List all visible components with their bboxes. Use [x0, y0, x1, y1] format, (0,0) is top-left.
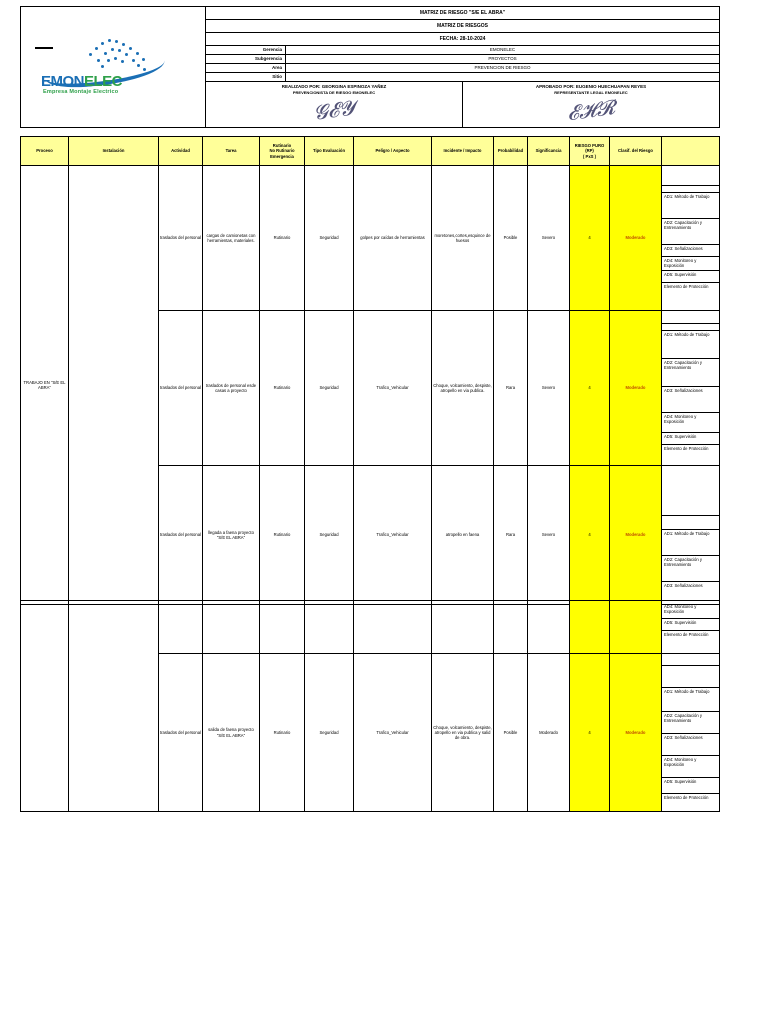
- cell-probabilidad: Rara: [494, 466, 528, 605]
- table-row: [21, 601, 720, 654]
- cell-medidas-control: [662, 654, 720, 812]
- control-list: [662, 476, 719, 594]
- cell-significancia: Severo: [528, 311, 570, 466]
- col-clasif-riesgo: Clasif. del Riesgo: [610, 137, 662, 166]
- field-label-subgerencia: Subgerencia: [206, 55, 286, 63]
- col-riesgo-puro: [570, 137, 610, 166]
- control-item: [662, 324, 719, 331]
- col-tipo-evaluacion: Tipo Evaluación: [305, 137, 354, 166]
- control-item: [662, 666, 719, 688]
- control-item: [662, 186, 719, 193]
- risk-matrix-table: [20, 136, 720, 605]
- cell-tarea: cargas de camionetas con herramientas, materiales.: [203, 166, 260, 311]
- control-list: [662, 317, 719, 459]
- cell-actividad: [159, 601, 203, 654]
- cell-clasif-riesgo: Moderado: [610, 166, 662, 311]
- control-item: AD3: Señalizaciones: [662, 245, 719, 257]
- col-rutinario: [260, 137, 305, 166]
- aprobado-por: APROBADO POR: EUGENIO HUECHUAPAN REYES: [535, 84, 647, 89]
- cell-peligro: Trafico_Vehicular: [354, 311, 432, 466]
- control-item: [662, 179, 719, 186]
- control-item: [662, 476, 719, 516]
- control-item: [662, 516, 719, 530]
- control-item: AD3: Señalizaciones: [662, 734, 719, 756]
- header-field-row: [206, 73, 719, 82]
- cell-significancia: Moderado: [528, 654, 570, 812]
- aprobado-cargo: REPRESENTANTE LEGAL EMONELEC: [554, 90, 628, 95]
- cell-tipo: Seguridad: [305, 466, 354, 605]
- control-list: [662, 179, 719, 297]
- cell-riesgo-puro: 4: [570, 311, 610, 466]
- cell-actividad: traslados del personal: [159, 311, 203, 466]
- logo-tagline: Empresa Montaje Electrico: [43, 89, 119, 95]
- col-peligro: Peligro / Aspecto: [354, 137, 432, 166]
- cell-rutinario: [260, 601, 305, 654]
- control-item: AD2: Capacitación y Entrenamiento: [662, 712, 719, 734]
- control-item: Elemento de Protección: [664, 446, 709, 451]
- col-instalacion: Instalación: [69, 137, 159, 166]
- header-date: FECHA: 28-10-2024: [206, 33, 719, 46]
- col-rutinario-line1: Rutinario: [272, 143, 292, 149]
- cell-clasif-riesgo: [610, 601, 662, 654]
- header-band-title: MATRIZ DE RIESGOS: [206, 20, 719, 33]
- cell-medidas-control: [662, 466, 720, 605]
- document-header: [20, 6, 720, 128]
- control-item: [662, 317, 719, 324]
- cell-riesgo-puro: 4: [570, 466, 610, 605]
- col-incidente: Incidente / Impacto: [432, 137, 494, 166]
- control-item: AD4: Monitoreo y Exposición: [662, 413, 719, 433]
- realizado-por: REALIZADO POR: GEORGINA ESPINOZA YAÑEZ: [281, 84, 387, 89]
- table-body: [21, 166, 720, 605]
- cell-clasif-riesgo: Moderado: [610, 654, 662, 812]
- field-label-gerencia: Gerencia: [206, 46, 286, 54]
- cell-clasif-riesgo: Moderado: [610, 311, 662, 466]
- cell-tipo: Seguridad: [305, 654, 354, 812]
- cell-tipo: Seguridad: [305, 311, 354, 466]
- cell-riesgo-puro: [570, 601, 610, 654]
- cell-incidente: [432, 601, 494, 654]
- cell-instalacion: [69, 601, 159, 812]
- col-riesgo-line2: (RP): [585, 148, 594, 154]
- header-field-row: [206, 55, 719, 64]
- control-list: [662, 603, 719, 651]
- control-item: AD2: Capacitación y Entrenamiento: [662, 556, 719, 582]
- cell-actividad: traslados del personal: [159, 466, 203, 605]
- header-title: MATRIZ DE RIESGO "S/E EL ABRA": [206, 7, 719, 20]
- cell-significancia: Severo: [528, 166, 570, 311]
- cell-significancia: [528, 601, 570, 654]
- cell-tarea: llegada a faena proyecto "S/E EL ABRA": [203, 466, 260, 605]
- control-item: AD5: Supervisión: [662, 778, 719, 794]
- cell-rutinario: Rutinario: [260, 466, 305, 605]
- cell-rutinario: Rutinario: [260, 166, 305, 311]
- control-item: AD5: Supervisión: [662, 619, 719, 631]
- control-item: AD3: Señalizaciones: [662, 387, 719, 413]
- control-item: Elemento de Protección: [664, 632, 709, 637]
- cell-tarea: [203, 601, 260, 654]
- signature-right-icon: 𝓔𝓗𝓡: [565, 94, 617, 126]
- cell-incidente: atropello en faena: [432, 466, 494, 605]
- field-label-area: Area: [206, 64, 286, 72]
- realizado-cargo: PREVENCIONISTA DE RIESGO EMONELEC: [292, 90, 376, 95]
- col-rutinario-line3: Emergencia: [270, 153, 294, 159]
- approval-right: [463, 82, 719, 127]
- cell-proceso: [21, 601, 69, 812]
- cell-medidas-control: [662, 166, 720, 311]
- cell-peligro: golpes por caídas de herramientas: [354, 166, 432, 311]
- cell-incidente: moretones,cortes,esquince de huesos: [432, 166, 494, 311]
- control-item: AD1: Método de Trabajo: [662, 193, 719, 219]
- cell-instalacion: [69, 166, 159, 605]
- control-item: Elemento de Protección: [664, 794, 709, 800]
- cell-clasif-riesgo: Moderado: [610, 466, 662, 605]
- control-item: AD4: Monitoreo y Exposición: [662, 257, 719, 271]
- cell-riesgo-puro: 4: [570, 166, 610, 311]
- cell-significancia: Severo: [528, 466, 570, 605]
- table-header-row: [21, 137, 720, 166]
- header-field-row: [206, 64, 719, 73]
- cell-peligro: [354, 601, 432, 654]
- control-item: AD1: Método de Trabajo: [662, 688, 719, 712]
- col-probabilidad: Probabilidad: [494, 137, 528, 166]
- approval-left: [206, 82, 463, 127]
- cell-tarea: traslados de personal esde casas a proyecto: [203, 311, 260, 466]
- table-row: [21, 166, 720, 311]
- table-body-continued: [21, 601, 720, 812]
- field-value-subgerencia: PROYECTOS: [488, 56, 517, 61]
- control-item: AD2: Capacitación y Entrenamiento: [662, 219, 719, 245]
- cell-incidente: Choque, volcamiento, despiste, atropello en via publica y salid de obra.: [432, 654, 494, 812]
- cell-medidas-control: [662, 311, 720, 466]
- control-list: [662, 656, 719, 810]
- cell-riesgo-puro: 4: [570, 654, 610, 812]
- approval-row: [206, 82, 719, 127]
- cell-tarea: salida de faena proyecto "S/E EL ABRA": [203, 654, 260, 812]
- cell-rutinario: Rutinario: [260, 654, 305, 812]
- control-item: AD1: Método de Trabajo: [662, 530, 719, 556]
- control-item: AD4: Monitoreo y Exposición: [662, 756, 719, 778]
- cell-tipo: Seguridad: [305, 166, 354, 311]
- col-significancia: Significancia: [528, 137, 570, 166]
- company-logo: [39, 39, 187, 101]
- logo-wordmark: EMONELEC: [41, 73, 123, 90]
- col-riesgo-line1: RIESGO PURO: [574, 143, 605, 149]
- field-value-gerencia: EMONELEC: [489, 47, 516, 52]
- control-item: AD3: Señalizaciones: [664, 583, 703, 588]
- logo-cell: [21, 7, 206, 127]
- cell-actividad: traslados del personal: [159, 654, 203, 812]
- cell-probabilidad: Posible: [494, 166, 528, 311]
- cell-tipo: [305, 601, 354, 654]
- control-item: AD4: Monitoreo y Exposición: [662, 603, 719, 619]
- cell-rutinario: Rutinario: [260, 311, 305, 466]
- field-value-sitio: [286, 73, 719, 81]
- col-tarea: Tarea: [203, 137, 260, 166]
- cell-incidente: Choque, volcamiento, despiste, atropello en via publica.: [432, 311, 494, 466]
- header-field-row: [206, 46, 719, 55]
- control-item: AD2: Capacitación y Entrenamiento: [662, 359, 719, 387]
- cell-actividad: traslados del personal: [159, 166, 203, 311]
- cell-probabilidad: Posible: [494, 654, 528, 812]
- col-medidas-control: [662, 137, 720, 166]
- col-proceso: Proceso: [21, 137, 69, 166]
- control-item: AD5: Supervisión: [662, 271, 719, 283]
- signature-left-icon: 𝓖𝓔𝓨: [311, 95, 357, 125]
- cell-proceso: TRABAJO EN "S/E EL ABRA": [21, 166, 69, 605]
- col-riesgo-line3: ( PxS ): [582, 153, 597, 159]
- col-actividad: Actividad: [159, 137, 203, 166]
- cell-probabilidad: Rara: [494, 311, 528, 466]
- cell-medidas-control: [662, 601, 720, 654]
- field-value-area: PREVENCION DE RIESGO: [474, 65, 531, 70]
- cell-probabilidad: [494, 601, 528, 654]
- cell-peligro: Trafico_Vehicular: [354, 654, 432, 812]
- control-item: [662, 656, 719, 666]
- header-right: [206, 7, 719, 127]
- risk-matrix-table-continued: [20, 600, 720, 812]
- col-rutinario-line2: No Rutinario: [269, 148, 295, 154]
- field-label-sitio: Sitio: [206, 73, 286, 81]
- cell-peligro: Trafico_Vehicular: [354, 466, 432, 605]
- control-item: AD1: Método de Trabajo: [662, 331, 719, 359]
- control-item: Elemento de Protección: [664, 284, 709, 289]
- control-item: AD5: Supervisión: [662, 433, 719, 445]
